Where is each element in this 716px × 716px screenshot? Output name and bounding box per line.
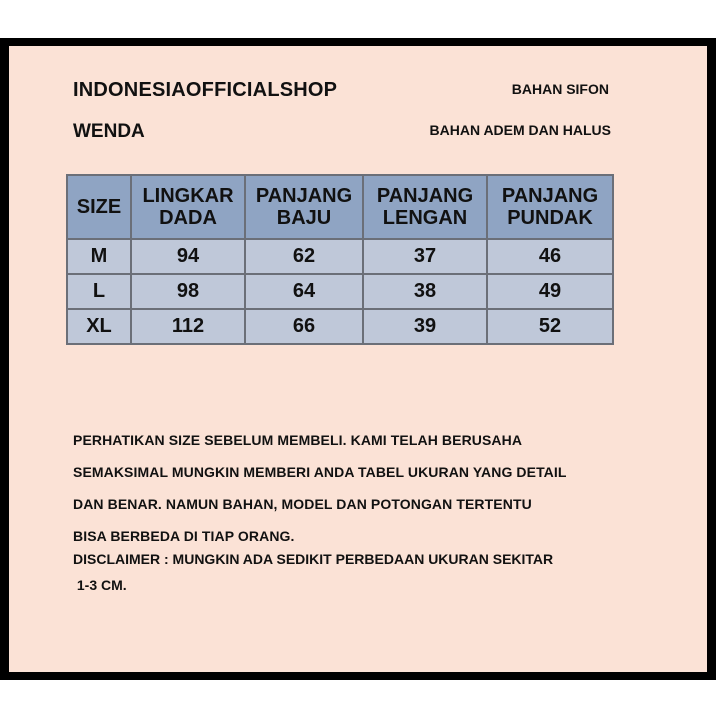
table-row xyxy=(67,239,613,274)
size-table xyxy=(66,174,614,345)
cell-panjang-baju: 62 xyxy=(245,239,363,274)
size-notes xyxy=(73,424,567,552)
image-frame xyxy=(0,38,716,680)
header-size: SIZE xyxy=(67,175,131,239)
cell-size: XL xyxy=(67,309,131,344)
cell-panjang-lengan: 38 xyxy=(363,274,487,309)
cell-panjang-pundak: 49 xyxy=(487,274,613,309)
shop-name: INDONESIAOFFICIALSHOP xyxy=(73,79,338,101)
cell-panjang-lengan: 39 xyxy=(363,309,487,344)
cell-panjang-pundak: 46 xyxy=(487,239,613,274)
note-line: SEMAKSIMAL MUNGKIN MEMBERI ANDA TABEL UKURAN YANG DETAIL xyxy=(73,464,567,480)
note-line: BISA BERBEDA DI TIAP ORANG. xyxy=(73,528,295,544)
cell-lingkar-dada: 98 xyxy=(131,274,245,309)
cell-lingkar-dada: 94 xyxy=(131,239,245,274)
disclaimer-line: 1-3 CM. xyxy=(73,577,127,593)
header-lingkar-dada: LINGKAR DADA xyxy=(131,175,245,239)
note-line: DAN BENAR. NAMUN BAHAN, MODEL DAN POTONGAN TERTENTU xyxy=(73,496,532,512)
model-name: WENDA xyxy=(73,121,145,142)
cell-size: M xyxy=(67,239,131,274)
disclaimer-line: DISCLAIMER : MUNGKIN ADA SEDIKIT PERBEDAAN UKURAN SEKITAR xyxy=(73,551,554,567)
cell-size: L xyxy=(67,274,131,309)
cell-panjang-pundak: 52 xyxy=(487,309,613,344)
material-line-2: BAHAN ADEM DAN HALUS xyxy=(429,122,611,138)
cell-panjang-baju: 64 xyxy=(245,274,363,309)
cell-panjang-baju: 66 xyxy=(245,309,363,344)
disclaimer xyxy=(73,546,553,598)
table-header-row xyxy=(67,175,613,239)
note-line: PERHATIKAN SIZE SEBELUM MEMBELI. KAMI TELAH BERUSAHA xyxy=(73,432,523,448)
cell-lingkar-dada: 112 xyxy=(131,309,245,344)
size-chart-panel xyxy=(9,46,707,672)
header-panjang-lengan: PANJANG LENGAN xyxy=(363,175,487,239)
material-line-1: BAHAN SIFON xyxy=(511,81,609,97)
table-row xyxy=(67,274,613,309)
header-panjang-pundak: PANJANG PUNDAK xyxy=(487,175,613,239)
header-panjang-baju: PANJANG BAJU xyxy=(245,175,363,239)
table-row xyxy=(67,309,613,344)
cell-panjang-lengan: 37 xyxy=(363,239,487,274)
